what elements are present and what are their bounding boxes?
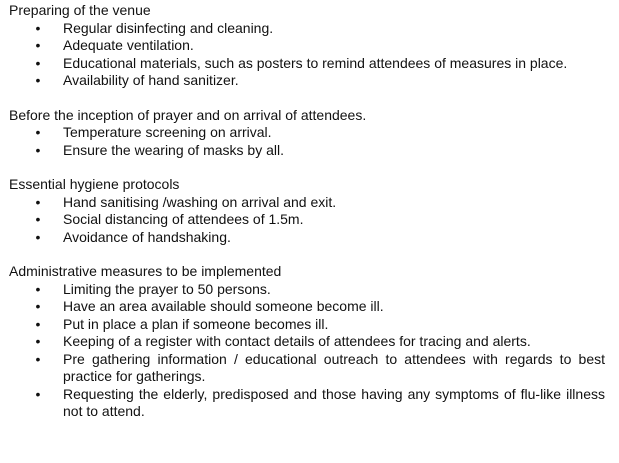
list-item bbox=[9, 281, 605, 299]
section-venue bbox=[9, 2, 605, 90]
bullet-icon: • bbox=[35, 19, 41, 36]
bullet-icon: • bbox=[35, 298, 41, 314]
list-item-text: Put in place a plan if someone becomes ill. bbox=[63, 315, 329, 332]
bullet-list bbox=[9, 194, 605, 247]
list-item bbox=[9, 20, 605, 38]
list-item-text: Ensure the wearing of masks by all. bbox=[63, 141, 284, 158]
list-item-text: Avoidance of handshaking. bbox=[63, 228, 231, 245]
list-item-text: Temperature screening on arrival. bbox=[63, 124, 272, 140]
section-before-prayer bbox=[9, 107, 605, 160]
list-item bbox=[9, 142, 605, 160]
list-item-text: Requesting the elderly, predisposed and those having any symptoms of flu-like illness not to attend. bbox=[63, 385, 605, 419]
bullet-icon: • bbox=[35, 141, 41, 158]
list-item-text: Hand sanitising /washing on arrival and exit. bbox=[63, 193, 337, 210]
list-item-text: Adequate ventilation. bbox=[63, 37, 194, 53]
bullet-icon: • bbox=[35, 54, 41, 71]
bullet-icon: • bbox=[35, 315, 41, 332]
bullet-icon: • bbox=[35, 385, 41, 402]
bullet-icon: • bbox=[35, 350, 41, 367]
list-item-text: Pre gathering information / educational outreach to attendees with regards to best practice for gatherings. bbox=[63, 350, 605, 384]
list-item bbox=[9, 55, 605, 73]
list-item-text: Social distancing of attendees of 1.5m. bbox=[63, 211, 304, 227]
list-item-text: Educational materials, such as posters to remind attendees of measures in place. bbox=[63, 54, 568, 71]
list-item-text: Limiting the prayer to 50 persons. bbox=[63, 280, 271, 297]
list-item-text: Have an area available should someone become ill. bbox=[63, 298, 384, 314]
bullet-list bbox=[9, 20, 605, 90]
list-item bbox=[9, 72, 605, 90]
document-body bbox=[9, 2, 605, 438]
section-administrative bbox=[9, 263, 605, 421]
section-hygiene bbox=[9, 176, 605, 246]
bullet-list bbox=[9, 124, 605, 159]
list-item bbox=[9, 333, 605, 351]
bullet-icon: • bbox=[35, 72, 41, 88]
list-item bbox=[9, 386, 605, 421]
section-heading: Administrative measures to be implemented bbox=[9, 263, 282, 279]
bullet-icon: • bbox=[35, 124, 41, 140]
list-item-text: Regular disinfecting and cleaning. bbox=[63, 19, 274, 36]
list-item bbox=[9, 298, 605, 316]
list-item bbox=[9, 229, 605, 247]
list-item-text: Keeping of a register with contact details of attendees for tracing and alerts. bbox=[63, 333, 531, 349]
list-item bbox=[9, 124, 605, 142]
list-item bbox=[9, 351, 605, 386]
list-item-text: Availability of hand sanitizer. bbox=[63, 72, 239, 88]
list-item bbox=[9, 194, 605, 212]
section-heading: Essential hygiene protocols bbox=[9, 176, 180, 192]
bullet-icon: • bbox=[35, 211, 41, 227]
list-item bbox=[9, 37, 605, 55]
bullet-icon: • bbox=[35, 37, 41, 53]
list-item bbox=[9, 211, 605, 229]
bullet-list bbox=[9, 281, 605, 421]
bullet-icon: • bbox=[35, 193, 41, 210]
section-heading: Preparing of the venue bbox=[9, 2, 151, 18]
bullet-icon: • bbox=[35, 280, 41, 297]
bullet-icon: • bbox=[35, 228, 41, 245]
list-item bbox=[9, 316, 605, 334]
section-heading: Before the inception of prayer and on arrival of attendees. bbox=[9, 106, 367, 123]
bullet-icon: • bbox=[35, 333, 41, 349]
